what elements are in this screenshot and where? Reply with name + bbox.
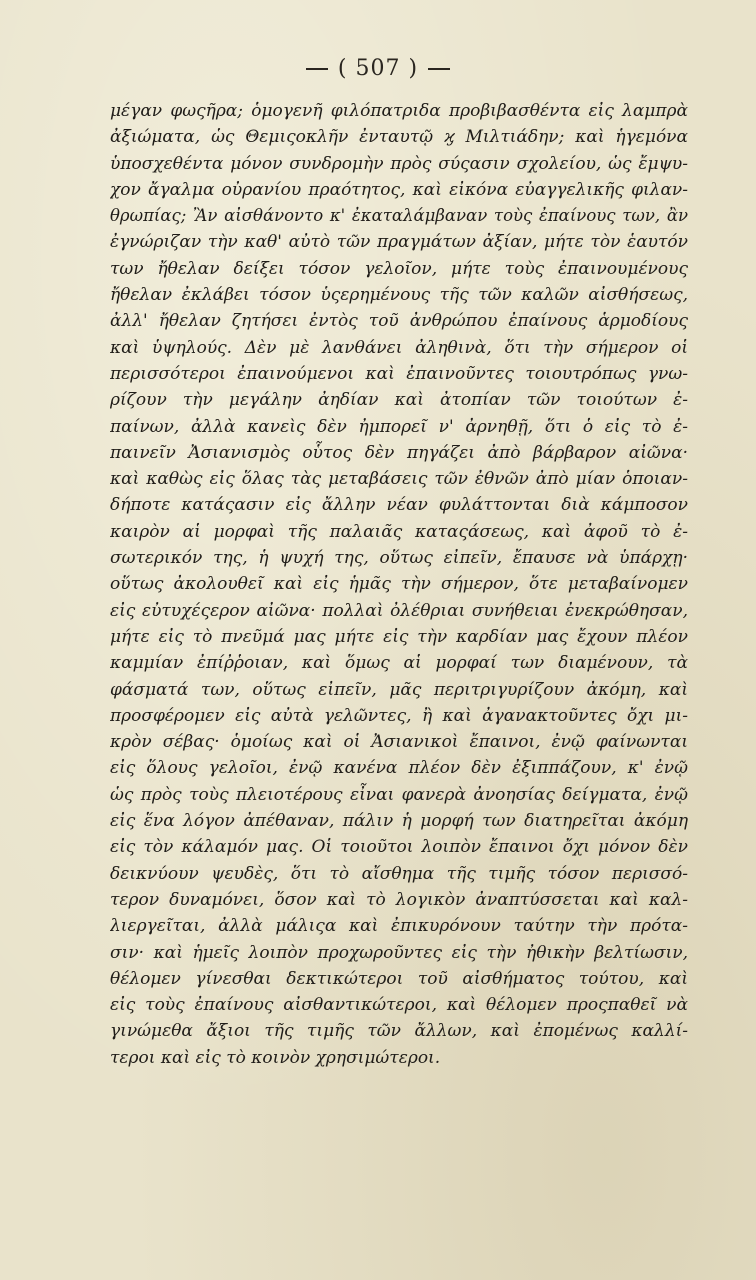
text-line: γινώμεθα ἄξιοι τῆς τιμῆς τῶν ἄλλων, καὶ ἐπομένως καλλί- — [110, 1021, 688, 1042]
text-line: τερον δυναμόνει, ὅσον καὶ τὸ λογικὸν ἀναπτύσσεται καὶ καλ- — [110, 889, 688, 910]
text-line: εἰς ὅλους γελοῖοι, ἐνῷ κανένα πλέον δὲν ἐξιππάζουν, κ' ἐνῷ — [110, 758, 688, 779]
text-line: θέλομεν γίνεσθαι δεκτικώτεροι τοῦ αἰσθήματος τούτου, καὶ — [110, 968, 688, 989]
text-line: ὑποσχεθέντα μόνον συνδρομὴν πρὸς σύςασιν σχολείου, ὡς ἔμψυ- — [110, 153, 688, 174]
text-line: φάσματά των, οὕτως εἰπεῖν, μᾶς περιτριγυρίζουν ἀκόμη, καὶ — [110, 679, 688, 700]
text-line: εἰς ἕνα λόγον ἀπέθαναν, πάλιν ἡ μορφή των διατηρεῖται ἀκόμη — [110, 811, 688, 832]
body-text — [110, 98, 688, 1071]
text-line: προσφέρομεν εἰς αὐτὰ γελῶντες, ἢ καὶ ἀγανακτοῦντες ὄχι μι- — [110, 705, 688, 726]
text-line: των ἤθελαν δείξει τόσον γελοῖον, μήτε τοὺς ἐπαινουμένους — [110, 258, 688, 279]
header-dash-left — [306, 68, 328, 70]
text-line: λιεργεῖται, ἀλλὰ μάλιςα καὶ ἐπικυρόνουν ταύτην τὴν πρότα- — [110, 916, 688, 937]
text-line: ἤθελαν ἐκλάβει τόσον ὑςερημένους τῆς τῶν καλῶν αἰσθήσεως, — [110, 285, 688, 306]
header-open-paren: ( — [337, 56, 348, 81]
text-line: θρωπίας; Ἂν αἰσθάνοντο κ' ἐκαταλάμβαναν τοὺς ἐπαίνους των, ἂν — [110, 206, 688, 226]
text-line: σωτερικόν της, ἡ ψυχή της, οὕτως εἰπεῖν, ἔπαυσε νὰ ὑπάρχῃ· — [110, 548, 688, 569]
text-line: δεικνύουν ψευδὲς, ὅτι τὸ αἴσθημα τῆς τιμῆς τόσον περισσό- — [110, 863, 688, 884]
page-number: 507 — [355, 56, 401, 81]
text-line: δήποτε κατάςασιν εἰς ἄλλην νέαν φυλάττονται διὰ κάμποσον — [110, 495, 688, 516]
text-line: κρὸν σέβας· ὁμοίως καὶ οἱ Ἀσιανικοὶ ἔπαινοι, ἐνῷ φαίνωνται — [110, 732, 688, 753]
text-line: σιν· καὶ ἡμεῖς λοιπὸν προχωροῦντες εἰς τὴν ἠθικὴν βελτίωσιν, — [110, 942, 688, 963]
header-close-paren: ) — [408, 56, 419, 81]
text-line: μήτε εἰς τὸ πνεῦμά μας μήτε εἰς τὴν καρδίαν μας ἔχουν πλέον — [110, 626, 688, 647]
text-line: παίνων, ἀλλὰ κανεὶς δὲν ἠμπορεῖ ν' ἀρνηθῇ, ὅτι ὁ εἰς τὸ ἐ- — [110, 416, 688, 437]
text-line: ἐγνώριζαν τὴν καθ' αὐτὸ τῶν πραγμάτων ἀξίαν, μήτε τὸν ἑαυτόν — [110, 232, 688, 253]
text-line: καὶ ὑψηλούς. Δὲν μὲ λανθάνει ἀληθινὰ, ὅτι τὴν σήμερον οἱ — [110, 337, 688, 358]
text-line: παινεῖν Ἀσιανισμὸς οὗτος δὲν πηγάζει ἀπὸ βάρβαρον αἰῶνα· — [110, 442, 688, 463]
text-line: καὶ καθὼς εἰς ὅλας τὰς μεταβάσεις τῶν ἐθνῶν ἀπὸ μίαν ὁποιαν- — [110, 469, 688, 490]
text-line: καμμίαν ἐπίῤῥοιαν, καὶ ὅμως αἱ μορφαί των διαμένουν, τὰ — [110, 653, 688, 674]
text-line: οὕτως ἀκολουθεῖ καὶ εἰς ἡμᾶς τὴν σήμερον, ὅτε μεταβαίνομεν — [110, 574, 688, 595]
text-line: ὡς πρὸς τοὺς πλειοτέρους εἶναι φανερὰ ἀνοησίας δείγματα, ἐνῷ — [110, 784, 688, 805]
text-line: ρίζουν τὴν μεγάλην ἀηδίαν καὶ ἀτοπίαν τῶν τοιούτων ἐ- — [110, 390, 688, 411]
text-line: εἰς τὸν κάλαμόν μας. Οἱ τοιοῦτοι λοιπὸν ἔπαινοι ὄχι μόνον δὲν — [110, 837, 688, 858]
text-line: μέγαν φωςῆρα; ὁμογενῆ φιλόπατριδα προβιβασθέντα εἰς λαμπρὰ — [110, 101, 688, 121]
text-line: χον ἄγαλμα οὐρανίου πραότητος, καὶ εἰκόνα εὐαγγελικῆς φιλαν- — [110, 179, 688, 200]
text-line: ἀξιώματα, ὡς Θεμιςοκλῆν ἐνταυτῷ ϗ Μιλτιάδην; καὶ ἡγεμόνα — [110, 127, 688, 148]
text-line: εἰς τοὺς ἐπαίνους αἰσθαντικώτεροι, καὶ θέλομεν προςπαθεῖ νὰ — [110, 995, 688, 1016]
header-dash-right — [428, 68, 450, 70]
text-line: τεροι καὶ εἰς τὸ κοινὸν χρησιμώτεροι. — [110, 1047, 441, 1068]
text-line: ἀλλ' ἤθελαν ζητήσει ἐντὸς τοῦ ἀνθρώπου ἐπαίνους ἁρμοδίους — [110, 311, 688, 332]
text-line: περισσότεροι ἐπαινούμενοι καὶ ἐπαινοῦντες τοιουτρόπως γνω- — [110, 363, 688, 384]
text-line: εἰς εὐτυχέςερον αἰῶνα· πολλαὶ ὀλέθριαι συνήθειαι ἐνεκρώθησαν, — [110, 600, 688, 621]
page-header — [0, 56, 756, 81]
text-line: καιρὸν αἱ μορφαὶ τῆς παλαιᾶς καταςάσεως, καὶ ἀφοῦ τὸ ἐ- — [110, 521, 688, 542]
